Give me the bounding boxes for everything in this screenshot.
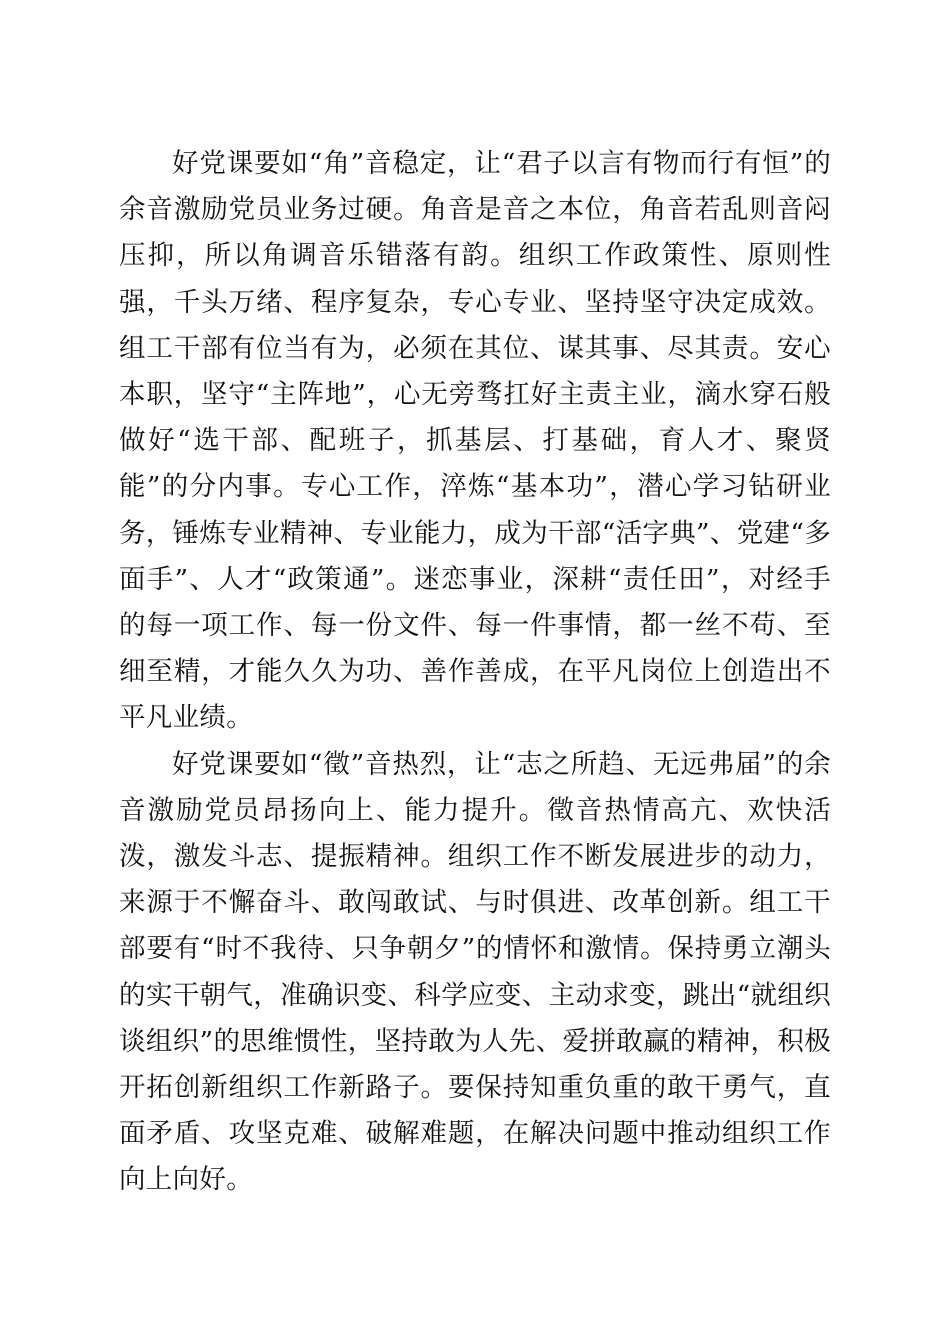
document-body <box>119 141 831 1204</box>
paragraph-jiao-note: 好党课要如“角”音稳定，让“君子以言有物而行有恒”的余音激励党员业务过硬。角音是音之本位，角音若乱则音闷压抑，所以角调音乐错落有韵。组织工作政策性、原则性强，千头万绪、程序复杂，专心专业、坚持坚守决定成效。组工干部有位当有为，必须在其位、谋其事、尽其责。安心本职，坚守“主阵地”，心无旁骛扛好主责主业，滴水穿石般做好“选干部、配班子，抓基层、打基础，育人才、聚贤能”的分内事。专心工作，淬炼“基本功”，潜心学习钻研业务，锤炼专业精神、专业能力，成为干部“活字典”、党建“多面手”、人才“政策通”。迷恋事业，深耕“责任田”，对经手的每一项工作、每一份文件、每一件事情，都一丝不苟、至细至精，才能久久为功、善作善成，在平凡岗位上创造出不平凡业绩。 <box>119 148 832 734</box>
paragraph-zhi-note: 好党课要如“徵”音热烈，让“志之所趋、无远弗届”的余音激励党员昂扬向上、能力提升。徵音热情高亢、欢快活泼，激发斗志、提振精神。组织工作不断发展进步的动力，来源于不懈奋斗、敢闯敢试、与时俱进、改革创新。组工干部要有“时不我待、只争朝夕”的情怀和激情。保持勇立潮头的实干朝气，准确识变、科学应变、主动求变，跳出“就组织谈组织”的思维惯性，坚持敢为人先、爱拼敢赢的精神，积极开拓创新组织工作新路子。要保持知重负重的敢干勇气，直面矛盾、攻坚克难、破解难题，在解决问题中推动组织工作向上向好。 <box>119 748 831 1196</box>
